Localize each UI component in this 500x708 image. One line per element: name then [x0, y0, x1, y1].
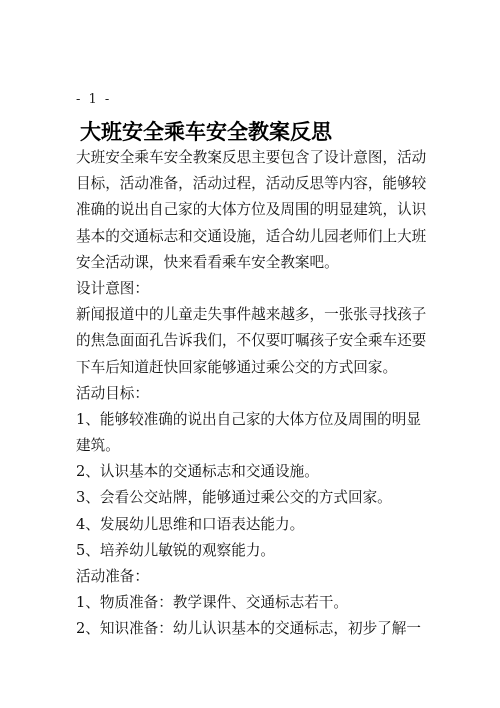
- list-item: 2、知识准备：幼儿认识基本的交通标志，初步了解一: [76, 620, 421, 638]
- body-line: 基本的交通标志和交通设施，适合幼儿园老师们上大班: [76, 227, 427, 245]
- list-item-continuation: 建筑。: [76, 437, 120, 455]
- list-item: 2、认识基本的交通标志和交通设施。: [76, 463, 319, 481]
- document-body: [76, 145, 446, 643]
- body-line: 的焦急面面孔告诉我们，不仅要叮嘱孩子安全乘车还要: [76, 332, 427, 350]
- list-item: 1、能够较准确的说出自己家的大体方位及周围的明显: [76, 410, 421, 428]
- body-line: 新闻报道中的儿童走失事件越来越多，一张张寻找孩子: [76, 306, 427, 324]
- body-line: 准确的说出自己家的大体方位及周围的明显建筑，认识: [76, 201, 427, 219]
- section-heading: 设计意图：: [76, 279, 149, 297]
- body-line: 下车后知道赶快回家能够通过乘公交的方式回家。: [76, 358, 398, 376]
- page-number: - 1 -: [76, 92, 112, 107]
- list-item: 1、物质准备：教学课件、交通标志若干。: [76, 594, 348, 612]
- document-title: 大班安全乘车安全教案反思: [80, 119, 332, 144]
- section-heading: 活动目标：: [76, 384, 149, 402]
- body-line: 目标，活动准备，活动过程，活动反思等内容，能够较: [76, 175, 427, 193]
- body-line: 安全活动课，快来看看乘车安全教案吧。: [76, 253, 339, 271]
- list-item: 5、培养幼儿敏锐的观察能力。: [76, 541, 276, 559]
- body-line: 大班安全乘车安全教案反思主要包含了设计意图，活动: [76, 149, 427, 166]
- section-heading: 活动准备：: [76, 568, 149, 585]
- list-item: 4、发展幼儿思维和口语表达能力。: [76, 515, 305, 533]
- list-item: 3、会看公交站牌，能够通过乘公交的方式回家。: [76, 489, 392, 507]
